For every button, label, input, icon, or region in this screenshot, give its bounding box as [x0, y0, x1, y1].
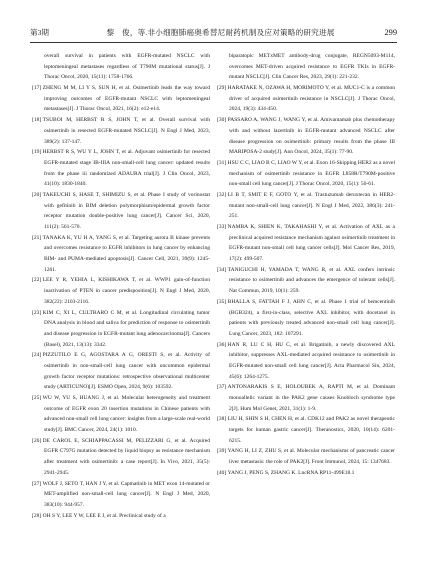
reference-item	[32, 190, 210, 233]
reference-text: YANG J, PENG S, ZHANG K. LncRNA RP11-499E18.1	[227, 469, 355, 476]
reference-item	[32, 275, 210, 307]
reference-item	[217, 51, 395, 83]
reference-item	[32, 436, 210, 479]
reference-number: [24]	[32, 352, 42, 359]
header-rule	[30, 42, 397, 43]
reference-number: [25]	[32, 395, 42, 401]
reference-number: [38]	[217, 416, 227, 423]
reference-text: NAMBA K, SHIEN K, TAKAHASHI Y, et al. Activation of AXL as a preclinical acquired resistance mechanism against osimertinib treatment in EGFR-mutant non-small cell lung cancer cells[J]. Mol Cancer Res, 2019, 17(2): 499-507.	[227, 224, 395, 263]
reference-number: [21]	[32, 234, 42, 241]
reference-text: biparatopic METxMET antibody-drug conjugate, REGN5093-M114, overcomes MET-driven acquired resistance to EGFR TKIs in EGFR-mutant NSCLC[J]. Clin Cancer Res, 2023, 29(1): 221-232.	[229, 53, 395, 81]
reference-number: [37]	[217, 384, 227, 391]
reference-item	[32, 147, 210, 190]
reference-item	[217, 297, 395, 340]
references-left-column	[32, 51, 210, 521]
reference-item	[217, 340, 395, 383]
reference-number: [26]	[32, 437, 42, 444]
reference-number: [40]	[217, 469, 227, 476]
reference-text: KIM C, XI L, CULTRARO C M, et al. Longitudinal circulating tumor DNA analysis in blood and saliva for prediction of response to osimertinib and disease progression in EGFR-mutant lung adenocarcinoma[J]. Cancers (Basel), 2021, 13(13): 3342.	[42, 309, 210, 348]
reference-text: HARATAKE N, OZAWA H, MORIMOTO Y, et al. MUC1-C is a common driver of acquired osimertinib resistance in NSCLC[J]. J Thorac Oncol, 2024, 19(3): 434-450.	[227, 85, 395, 113]
reference-item	[217, 190, 395, 222]
reference-number: [31]	[217, 159, 227, 166]
issue-label: 第3期	[30, 28, 49, 37]
reference-item	[32, 115, 210, 147]
references-right-column	[217, 51, 395, 479]
reference-number: [33]	[217, 224, 227, 230]
reference-text: PIZZUTILO E G, AGOSTARA A G, ORESTI S, et al. Activity of osimertinib in non-small-cell lung cancer with uncommon epidermal growth factor receptor mutations: retrospective observational multicenter study (ARTICUNO)[J]. ESMO Open, 2024, 9(6): 103592.	[42, 352, 210, 391]
reference-item	[32, 233, 210, 276]
reference-number: [36]	[217, 341, 227, 348]
reference-text: OH S Y, LEE Y W, LEE E J, et al. Preclinical study of a	[42, 512, 166, 519]
reference-item	[217, 382, 395, 414]
reference-text: WU W, YU S, HUANG J, et al. Molecular heterogeneity and treatment outcome of EGFR exon 20 insertion mutations in Chinese patients with advanced non-small cell lung cancer: insights from a large-scale real-world study[J]. BMC Cancer, 2024, 24(1): 1010.	[42, 395, 210, 434]
reference-number: [18]	[32, 117, 42, 124]
reference-item	[32, 511, 210, 522]
reference-item	[217, 222, 395, 265]
reference-item	[32, 479, 210, 511]
reference-number: [30]	[217, 117, 227, 124]
reference-item	[217, 115, 395, 158]
reference-text: ZHENG M M, LI Y S, SUN H, et al. Osimertinib leads the way toward improving outcomes of EGFR-mutant NSCLC with leptomeningeal metastases[J]. J Thorac Oncol, 2021, 16(2): e12-e14.	[42, 85, 210, 113]
reference-item	[217, 446, 395, 467]
reference-item	[217, 468, 395, 479]
reference-number: [34]	[217, 266, 227, 273]
reference-item	[217, 265, 395, 297]
reference-number: [35]	[217, 298, 227, 305]
reference-text: LI B T, SMIT E F, GOTO Y, et al. Trastuzumab deruxtecan in HER2-mutant non-small-cell lung cancer[J]. N Engl J Med, 2022, 386(3): 241-251.	[227, 191, 395, 220]
reference-text: overall survival in patients with EGFR-mutated NSCLC with leptomeningeal metastases regardless of T790M mutational status[J]. J Thorac Oncol, 2020, 15(11): 1758-1766.	[44, 53, 210, 81]
reference-text: YANG H, LI Z, ZHU S, et al. Molecular mechanisms of pancreatic cancer liver metastasis: the role of PAK2[J]. Front Immunol, 2024, 15: 1347683.	[227, 448, 395, 466]
reference-text: DE CAROL E, SCHIAPPACASSI M, PELIZZARI G, et al. Acquired EGFR C797G mutation detected by liquid biopsy as resistance mechanism after treatment with osimertinib: a case report[J]. In Vivo, 2021, 35(5): 2941-2945.	[42, 437, 210, 476]
reference-item	[217, 158, 395, 190]
reference-number: [22]	[32, 277, 42, 284]
reference-text: TSUBOI M, HERBST R S, JOHN T, et al. Overall survival with osimertinib in resected EGFR-mutated NSCLC[J]. N Engl J Med, 2023, 389(2): 137-147.	[42, 117, 210, 145]
reference-item	[32, 51, 210, 83]
reference-item	[32, 308, 210, 351]
reference-number: [28]	[32, 512, 42, 519]
reference-text: HERBST R S, WU Y L, JOHN T, et al. Adjuvant osimertinib for resected EGFR-mutated stage IB-IIIA non-small-cell lung cancer: updated results from the phase iii randomized ADAURA trial[J]. J Clin Oncol, 2023, 41(10): 1830-1840.	[42, 149, 210, 188]
reference-item	[32, 350, 210, 393]
reference-number: [27]	[32, 480, 42, 487]
reference-text: PASSARO A, WANG J, WANG Y, et al. Amivantamab plus chemotherapy with and without lazertinib in EGFR-mutant advanced NSCLC after disease progression on osimertinib: primary results from the phase III MARIPOSA-2 study[J]. Ann Oncol, 2024, 35(1): 77-90.	[227, 117, 395, 156]
reference-number: [17]	[32, 85, 42, 92]
reference-item	[32, 393, 210, 436]
reference-text: LEE Y R, YEHIA L, KISHIKAWA T, et al. WWP1 gain-of-function inactivation of PTEN in cancer predisposition[J]. N Engl J Med, 2020, 382(22): 2103-2116.	[42, 277, 210, 305]
page-number: 299	[384, 28, 397, 37]
reference-text: LIU H, SHIN S H, CHEN H, et al. CDK12 and PAK2 as novel therapeutic targets for human gastric cancer[J]. Theranostics, 2020, 10(14): 6201-6215.	[227, 416, 395, 444]
reference-number: [19]	[32, 149, 42, 156]
reference-text: BHALLA S, FATTAH F J, AHN C, et al. Phase 1 trial of bemcentinib (BGB324), a first-in-class, selective AXL inhibitor, with docetaxel in patients with previously treated advanced non-small cell lung cancer[J]. Lung Cancer, 2023, 182: 107291.	[227, 298, 395, 337]
reference-item	[217, 83, 395, 115]
reference-number: [29]	[217, 85, 227, 92]
running-title: 黎 俊，等.非小细胞肺癌奥希替尼耐药机制及应对策略的研究进展	[106, 28, 335, 37]
reference-item	[32, 83, 210, 115]
reference-number: [20]	[32, 191, 42, 198]
reference-text: TANAKA K, YU H A, YANG S, et al. Targeting aurora B kinase prevents and overcomes resistance to EGFR inhibitors in lung cancer by enhancing BIM- and PUMA-mediated apoptosis[J]. Cancer Cell, 2021, 39(9): 1245-1261.	[42, 234, 210, 273]
running-header	[30, 27, 397, 40]
reference-item	[217, 414, 395, 446]
reference-number: [39]	[217, 448, 227, 455]
reference-text: HAN R, LU C H, HU C, et al. Brigatinib, a newly discovered AXL inhibitor, suppresses AXL-mediated acquired resistance to osimertinib in EGFR-mutated non-small cell lung cancer[J]. Acta Pharmacol Sin, 2024, 45(6): 1264-1275.	[227, 341, 395, 380]
reference-number: [32]	[217, 191, 227, 198]
reference-text: ANTONARAKIS S E, HOLOUBEK A, RAPTI M, et al. Dominant monoallelic variant in the PAK2 gene causes Knobloch syndrome type 2[J]. Hum Mol Genet, 2021, 31(1): 1-9.	[227, 384, 395, 412]
reference-text: TANIGUCHI H, YAMADA T, WANG R, et al. AXL confers intrinsic resistance to osimertinib and advances the emergence of tolerant cells[J]. Nat Commun, 2019, 10(1): 259.	[227, 266, 395, 295]
reference-text: TAKEUCHI S, HASE T, SHIMIZU S, et al. Phase I study of vorinostat with gefitinib in BIM deletion polymorphism/epidermal growth factor receptor mutation double-positive lung cancer[J]. Cancer Sci, 2020, 111(2): 561-570.	[42, 191, 210, 230]
reference-text: WOLF J, SETO T, HAN J Y, et al. Capmatinib in MET exon 14-mutated or MET-amplified non-small-cell lung cancer[J]. N Engl J Med, 2020, 383(10): 944-957.	[42, 480, 210, 508]
reference-number: [23]	[32, 309, 42, 316]
reference-text: HSU C C, LIAO B C, LIAO W Y, et al. Exon 16-Skipping HER2 as a novel mechanism of osimertinib resistance in EGFR L858R/T790M-positive non-small cell lung cancer[J]. J Thorac Oncol, 2020, 15(1): 50-61.	[227, 159, 395, 188]
